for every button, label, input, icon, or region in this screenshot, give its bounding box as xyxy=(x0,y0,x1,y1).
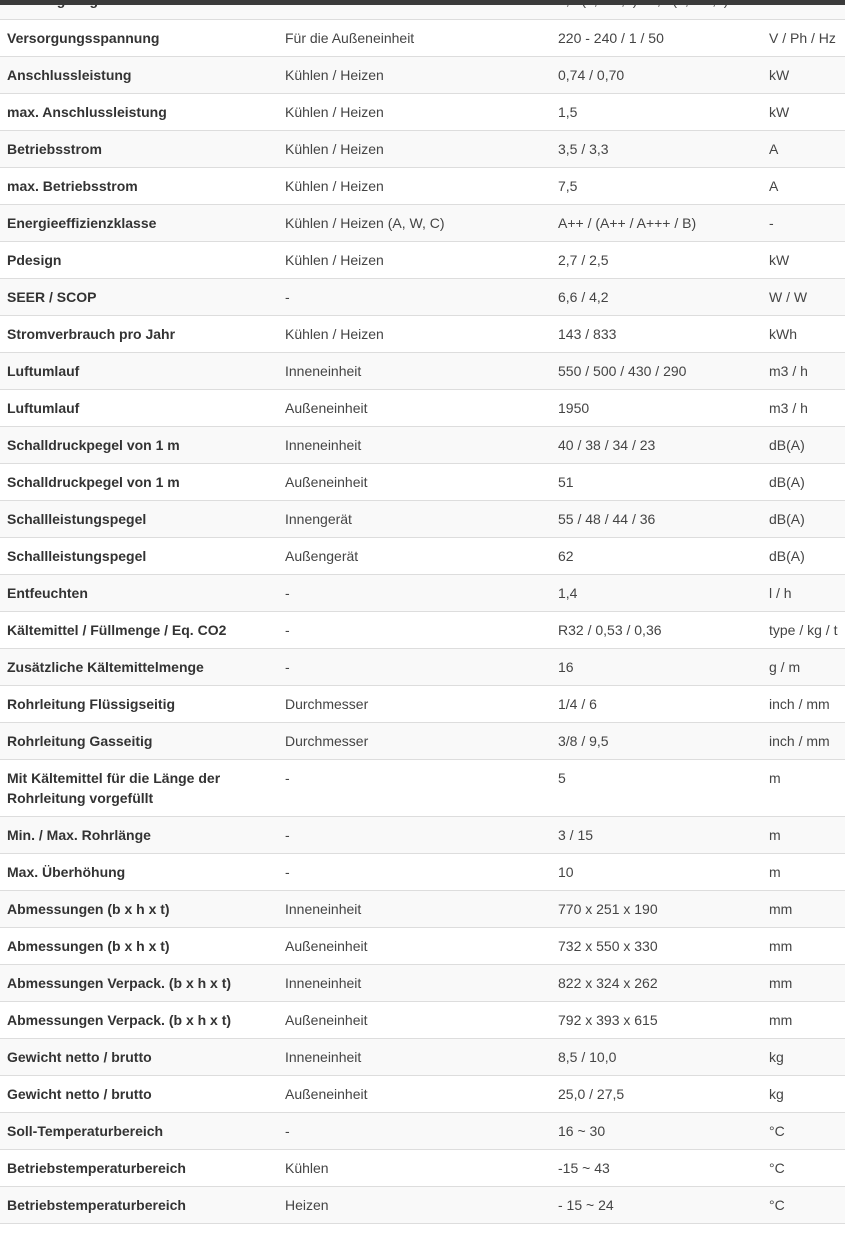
spec-value: 6,6 / 4,2 xyxy=(551,278,762,315)
table-row xyxy=(0,56,845,93)
table-row xyxy=(0,1149,845,1186)
spec-label: Betriebsstrom xyxy=(0,130,278,167)
spec-label: Entfeuchten xyxy=(0,574,278,611)
spec-unit: mm xyxy=(762,964,845,1001)
spec-value: 792 x 393 x 615 xyxy=(551,1001,762,1038)
table-row xyxy=(0,537,845,574)
spec-condition: Außeneinheit xyxy=(278,463,551,500)
spec-label: Anschlussleistung xyxy=(0,56,278,93)
spec-condition: Außeneinheit xyxy=(278,927,551,964)
spec-label: Betriebstemperaturbereich xyxy=(0,1186,278,1223)
spec-value: 770 x 251 x 190 xyxy=(551,890,762,927)
spec-condition: - xyxy=(278,611,551,648)
spec-label: Stromverbrauch pro Jahr xyxy=(0,315,278,352)
spec-unit: A xyxy=(762,130,845,167)
spec-condition: Außeneinheit xyxy=(278,389,551,426)
table-row xyxy=(0,759,845,816)
table-row xyxy=(0,1001,845,1038)
spec-label: Schallleistungspegel xyxy=(0,500,278,537)
spec-condition: - xyxy=(278,1112,551,1149)
spec-value: 40 / 38 / 34 / 23 xyxy=(551,426,762,463)
spec-condition: Außeneinheit xyxy=(278,1001,551,1038)
spec-label: Pdesign xyxy=(0,241,278,278)
table-row xyxy=(0,315,845,352)
table-row xyxy=(0,927,845,964)
spec-label: SEER / SCOP xyxy=(0,278,278,315)
spec-label: Rohrleitung Flüssigseitig xyxy=(0,685,278,722)
spec-unit: kg xyxy=(762,1075,845,1112)
table-row xyxy=(0,722,845,759)
spec-condition: - xyxy=(278,853,551,890)
spec-value: 16 ~ 30 xyxy=(551,1112,762,1149)
spec-unit: mm xyxy=(762,890,845,927)
spec-unit: m3 / h xyxy=(762,352,845,389)
spec-unit: dB(A) xyxy=(762,537,845,574)
spec-condition: Inneneinheit xyxy=(278,964,551,1001)
spec-condition: - xyxy=(278,759,551,816)
spec-condition: Durchmesser xyxy=(278,685,551,722)
spec-label: Kältemittel / Füllmenge / Eq. CO2 xyxy=(0,611,278,648)
spec-condition: Durchmesser xyxy=(278,722,551,759)
table-row xyxy=(0,574,845,611)
table-row xyxy=(0,130,845,167)
spec-value: 143 / 833 xyxy=(551,315,762,352)
spec-label: Soll-Temperaturbereich xyxy=(0,1112,278,1149)
spec-unit: °C xyxy=(762,1186,845,1223)
table-row xyxy=(0,611,845,648)
spec-unit: mm xyxy=(762,927,845,964)
spec-unit: m xyxy=(762,816,845,853)
spec-value: 0,74 / 0,70 xyxy=(551,56,762,93)
table-row xyxy=(0,685,845,722)
spec-label: Rohrleitung Gasseitig xyxy=(0,722,278,759)
table-row xyxy=(0,352,845,389)
table-row xyxy=(0,426,845,463)
spec-label: max. Betriebsstrom xyxy=(0,167,278,204)
spec-unit: V / Ph / Hz xyxy=(762,19,845,56)
spec-unit: inch / mm xyxy=(762,685,845,722)
spec-label: Betriebstemperaturbereich xyxy=(0,1149,278,1186)
spec-label: Max. Überhöhung xyxy=(0,853,278,890)
table-row xyxy=(0,1186,845,1223)
spec-condition: - xyxy=(278,574,551,611)
spec-value: -15 ~ 43 xyxy=(551,1149,762,1186)
table-row xyxy=(0,389,845,426)
table-row xyxy=(0,816,845,853)
spec-unit: kWh xyxy=(762,315,845,352)
spec-unit: kW xyxy=(762,93,845,130)
spec-unit: kW xyxy=(762,241,845,278)
spec-value: 16 xyxy=(551,648,762,685)
spec-unit: kg xyxy=(762,1038,845,1075)
spec-label: Abmessungen Verpack. (b x h x t) xyxy=(0,964,278,1001)
spec-label: Luftumlauf xyxy=(0,352,278,389)
spec-label: max. Anschlussleistung xyxy=(0,93,278,130)
spec-condition: Kühlen / Heizen xyxy=(278,241,551,278)
spec-condition: - xyxy=(278,278,551,315)
spec-unit: m3 / h xyxy=(762,389,845,426)
spec-value: 1,4 xyxy=(551,574,762,611)
spec-value: 25,0 / 27,5 xyxy=(551,1075,762,1112)
table-row xyxy=(0,204,845,241)
spec-value: R32 / 0,53 / 0,36 xyxy=(551,611,762,648)
table-row xyxy=(0,278,845,315)
spec-condition: Kühlen xyxy=(278,1149,551,1186)
spec-unit: dB(A) xyxy=(762,463,845,500)
spec-condition: - xyxy=(278,648,551,685)
spec-condition: Kühlen / Heizen xyxy=(278,93,551,130)
table-row xyxy=(0,1075,845,1112)
table-row xyxy=(0,463,845,500)
spec-condition: Außengerät xyxy=(278,537,551,574)
spec-value: 3/8 / 9,5 xyxy=(551,722,762,759)
spec-value: 220 - 240 / 1 / 50 xyxy=(551,19,762,56)
spec-value: 2,7 / 2,5 xyxy=(551,241,762,278)
spec-value: 822 x 324 x 262 xyxy=(551,964,762,1001)
spec-unit: dB(A) xyxy=(762,426,845,463)
spec-value: 51 xyxy=(551,463,762,500)
spec-label: Mit Kältemittel für die Länge der Rohrleitung vorgefüllt xyxy=(0,759,278,816)
spec-condition: Heizen xyxy=(278,1186,551,1223)
spec-unit: dB(A) xyxy=(762,500,845,537)
spec-unit: kW xyxy=(762,56,845,93)
table-row xyxy=(0,890,845,927)
spec-label: Abmessungen (b x h x t) xyxy=(0,890,278,927)
spec-condition: Inneneinheit xyxy=(278,352,551,389)
table-row xyxy=(0,19,845,56)
spec-value: 7,5 xyxy=(551,167,762,204)
spec-value: 5 xyxy=(551,759,762,816)
spec-condition: - xyxy=(278,816,551,853)
spec-unit: mm xyxy=(762,1001,845,1038)
spec-unit: - xyxy=(762,204,845,241)
spec-value: 10 xyxy=(551,853,762,890)
spec-label: Luftumlauf xyxy=(0,389,278,426)
spec-unit: l / h xyxy=(762,574,845,611)
spec-condition: Innengerät xyxy=(278,500,551,537)
table-row xyxy=(0,93,845,130)
table-row xyxy=(0,500,845,537)
spec-label: Gewicht netto / brutto xyxy=(0,1075,278,1112)
spec-label: Gewicht netto / brutto xyxy=(0,1038,278,1075)
spec-condition: Inneneinheit xyxy=(278,426,551,463)
spec-label: Schalldruckpegel von 1 m xyxy=(0,426,278,463)
table-row xyxy=(0,241,845,278)
spec-condition: Kühlen / Heizen (A, W, C) xyxy=(278,204,551,241)
spec-condition: Kühlen / Heizen xyxy=(278,130,551,167)
spec-condition: Kühlen / Heizen xyxy=(278,315,551,352)
table-row xyxy=(0,648,845,685)
spec-condition: Inneneinheit xyxy=(278,1038,551,1075)
spec-unit: m xyxy=(762,853,845,890)
table-row xyxy=(0,1038,845,1075)
spec-value: 8,5 / 10,0 xyxy=(551,1038,762,1075)
spec-condition: Inneneinheit xyxy=(278,890,551,927)
spec-value: 1,5 xyxy=(551,93,762,130)
spec-label: Schallleistungspegel xyxy=(0,537,278,574)
spec-condition: Für die Außeneinheit xyxy=(278,19,551,56)
spec-label: Versorgungsspannung xyxy=(0,19,278,56)
table-row xyxy=(0,1112,845,1149)
spec-unit: °C xyxy=(762,1112,845,1149)
spec-value: 1/4 / 6 xyxy=(551,685,762,722)
spec-unit: A xyxy=(762,167,845,204)
spec-unit: °C xyxy=(762,1149,845,1186)
table-row xyxy=(0,853,845,890)
spec-condition: Kühlen / Heizen xyxy=(278,56,551,93)
spec-label: Abmessungen (b x h x t) xyxy=(0,927,278,964)
spec-label: Min. / Max. Rohrlänge xyxy=(0,816,278,853)
spec-label: Schalldruckpegel von 1 m xyxy=(0,463,278,500)
spec-value: 550 / 500 / 430 / 290 xyxy=(551,352,762,389)
spec-label: Zusätzliche Kältemittelmenge xyxy=(0,648,278,685)
spec-unit: inch / mm xyxy=(762,722,845,759)
spec-value: 3 / 15 xyxy=(551,816,762,853)
table-row xyxy=(0,167,845,204)
spec-unit: W / W xyxy=(762,278,845,315)
spec-label: Abmessungen Verpack. (b x h x t) xyxy=(0,1001,278,1038)
spec-value: 1950 xyxy=(551,389,762,426)
spec-value: A++ / (A++ / A+++ / B) xyxy=(551,204,762,241)
spec-value: 3,5 / 3,3 xyxy=(551,130,762,167)
spec-condition: Kühlen / Heizen xyxy=(278,167,551,204)
spec-value: - 15 ~ 24 xyxy=(551,1186,762,1223)
spec-value: 62 xyxy=(551,537,762,574)
spec-label: Energieeffizienzklasse xyxy=(0,204,278,241)
spec-unit: m xyxy=(762,759,845,816)
spec-value: 55 / 48 / 44 / 36 xyxy=(551,500,762,537)
spec-unit: type / kg / t xyxy=(762,611,845,648)
spec-unit: g / m xyxy=(762,648,845,685)
spec-value: 732 x 550 x 330 xyxy=(551,927,762,964)
table-row xyxy=(0,964,845,1001)
spec-condition: Außeneinheit xyxy=(278,1075,551,1112)
top-bar xyxy=(0,0,845,5)
